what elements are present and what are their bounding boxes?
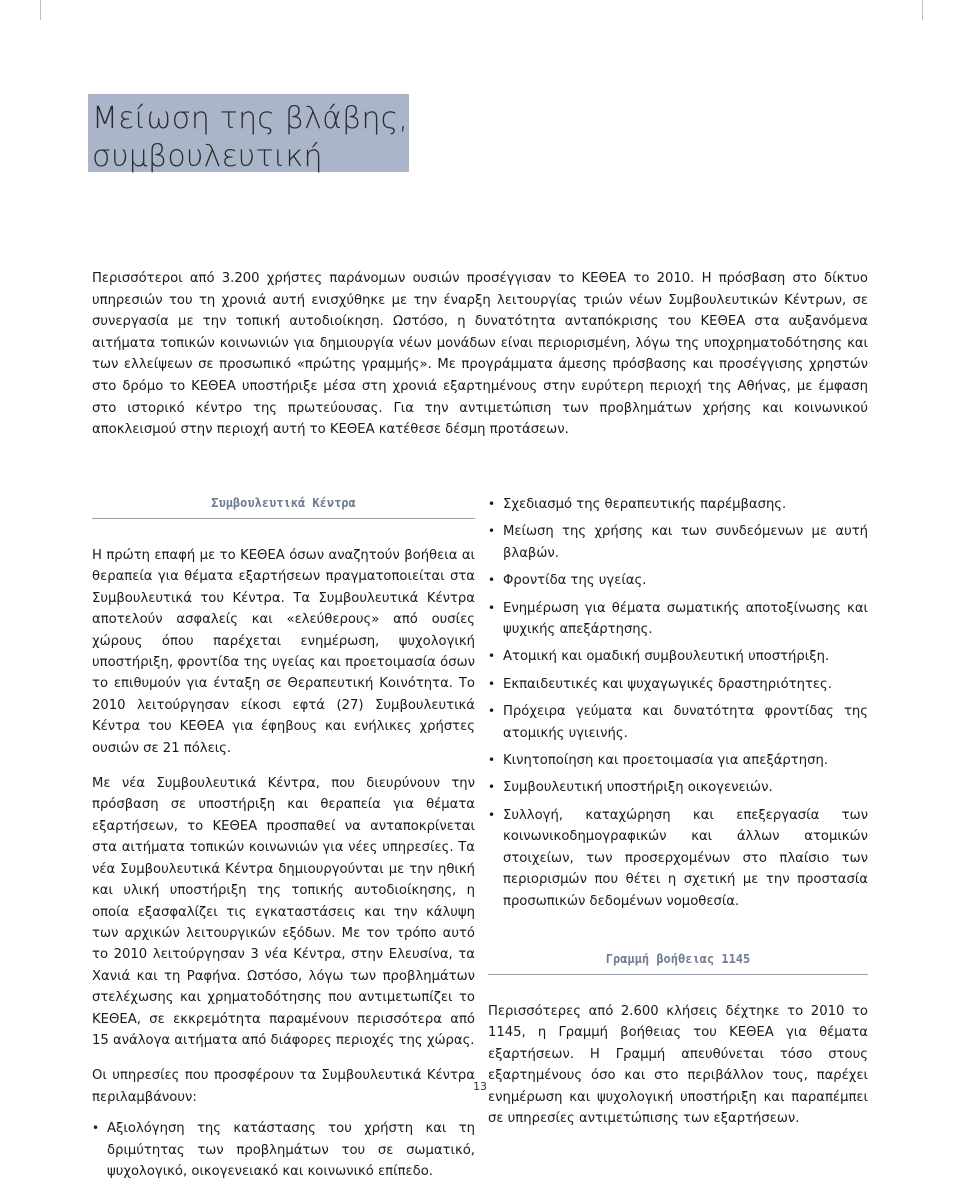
bullet-icon: • xyxy=(92,1121,100,1136)
bullet-icon: • xyxy=(488,704,496,719)
bullet-icon: • xyxy=(488,600,496,615)
list-item: • Συμβουλευτική υποστήριξη οικογενειών. xyxy=(488,777,868,798)
intro-paragraph: Περισσότεροι από 3.200 χρήστες παράνομων ουσιών προσέγγισαν το ΚΕΘΕΑ το 2010. Η πρόσβαση στο δίκτυο υπηρεσιών του τη χρονιά αυτή ενισχύθηκε με την έναρξη λειτουργίας τριών νέων Συμβουλευτικών Κέντρων, σε συνεργασία με την τοπική αυτοδιοίκηση. Ωστόσο, η δυνατότητα ανταπόκρισης του ΚΕΘΕΑ στα αυξανόμενα αιτήματα τοπικών κοινωνιών για δημιουργία νέων μονάδων είναι περιορισμένη, λόγω της υποχρηματοδότησης και των ελλείψεων σε προσωπικό «πρώτης γραμμής». Με προγράμματα άμεσης πρόσβασης και προσέγγισης χρηστών στο δρόμο το ΚΕΘΕΑ υποστήριξε μέσα στη χρονιά εξαρτημένους στην ευρύτερη περιοχή της Αθήνας, με έμφαση στο ιστορικό κέντρο της πρωτεύουσας. Για την αντιμετώπιση των προβλημάτων χρήσης και κοινωνικού αποκλεισμού στην περιοχή αυτή το ΚΕΘΕΑ κατέθεσε δέσμη προτάσεων. xyxy=(92,271,868,438)
crop-mark-left xyxy=(40,0,41,20)
helpline-paragraph: Περισσότερες από 2.600 κλήσεις δέχτηκε το 2010 το 1145, η Γραμμή βοήθειας του ΚΕΘΕΑ για θέματα εξαρτήσεων. Η Γραμμή απευθύνεται τόσο στους εξαρτημένους όσο και στο περιβάλλον τους, παρέχει ενημέρωση και ψυχολογική υποστήριξη και παραπέμπει σε υπηρεσίες αντιμετώπισης των εξαρτήσεων. xyxy=(488,1003,868,1126)
services-list-right xyxy=(488,494,868,912)
page-title-line-2: συμβουλευτική xyxy=(92,139,323,174)
right-column xyxy=(488,494,868,1129)
list-item: • Ατομική και ομαδική συμβουλευτική υποστήριξη. xyxy=(488,646,868,667)
bullet-icon: • xyxy=(488,780,496,795)
list-item: • Σχεδιασμό της θεραπευτικής παρέμβασης. xyxy=(488,494,868,515)
page-number: 13 xyxy=(473,1080,487,1093)
list-item: • Κινητοποίηση και προετοιμασία για απεξάρτηση. xyxy=(488,750,868,771)
page-title xyxy=(92,100,408,176)
list-item: • Συλλογή, καταχώρηση και επεξεργασία των κοινωνικοδημογραφικών και άλλων ατομικών στοιχείων, των προσερχομένων στο πλαίσιο των περιορισμών που θέτει η σχετική με την προστασία προσωπικών δεδομένων νομοθεσία. xyxy=(488,805,868,912)
counseling-paragraph-2: Με νέα Συμβουλευτικά Κέντρα, που διευρύνουν την πρόσβαση σε υποστήριξη και θεραπεία για θέματα εξαρτήσεων, το ΚΕΘΕΑ προσπαθεί να ανταποκρίνεται στα αιτήματα τοπικών κοινωνιών για νέες υπηρεσίες. Τα νέα Συμβουλευτικά Κέντρα δημιουργούνται με την ηθική και υλική υποστήριξη της τοπικής αυτοδιοίκησης, η οποία εξασφαλίζει τις εγκαταστάσεις και την κάλυψη των αρχικών λειτουργικών εξόδων. Με τον τρόπο αυτό το 2010 λειτούργησαν 3 νέα Κέντρα, στην Ελευσίνα, τα Χανιά και τη Ραφήνα. Ωστόσο, λόγω των προβλημάτων στελέχωσης και χρηματοδότησης που αντιμετωπίζει το ΚΕΘΕΑ, σε εκκρεμότητα παραμένουν περισσότερα από 15 ανάλογα αιτήματα από διάφορες περιοχές της χώρας. xyxy=(92,776,475,1048)
services-list-left xyxy=(92,1118,475,1182)
page-title-line-1: Μείωση της βλάβης, xyxy=(92,101,409,136)
list-item: • Αξιολόγηση της κατάστασης του χρήστη και τη δριμύτητας των προβλημάτων του σε σωματικό, ψυχολογικό, οικογενειακό και κοινωνικό επίπεδο. xyxy=(92,1118,475,1182)
list-item: • Πρόχειρα γεύματα και δυνατότητα φροντίδας της ατομικής υγιεινής. xyxy=(488,701,868,744)
bullet-icon: • xyxy=(488,497,496,511)
bullet-icon: • xyxy=(488,753,496,768)
counseling-paragraph-3: Οι υπηρεσίες που προσφέρουν τα Συμβουλευτικά Κέντρα περιλαμβάνουν: xyxy=(92,1068,475,1105)
bullet-icon: • xyxy=(488,573,496,588)
counseling-paragraph-1: Η πρώτη επαφή με το ΚΕΘΕΑ όσων αναζητούν βοήθεια αι θεραπεία για θέματα εξαρτήσεων πραγματοποιείται στα Συμβουλευτικά του Κέντρα. Τα Συμβουλευτικά Κέντρα αποτελούν ασφαλείς και «ελεύθερους» από ουσίες χώρους όπου παρέχεται ενημέρωση, ψυχολογική υποστήριξη, φροντίδα της υγείας και προετοιμασία όσων το επιθυμούν για ένταξη σε Θεραπευτική Κοινότητα. Το 2010 λειτούργησαν είκοσι εφτά (27) Συμβουλευτικά Κέντρα του ΚΕΘΕΑ για έφηβους και ενήλικες χρήστες ουσιών σε 21 πόλεις. xyxy=(92,548,475,756)
crop-mark-right xyxy=(922,0,923,20)
bullet-icon: • xyxy=(488,524,496,539)
list-item: • Εκπαιδευτικές και ψυχαγωγικές δραστηριότητες. xyxy=(488,674,868,695)
bullet-icon: • xyxy=(488,676,496,691)
helpline-heading: Γραμμή βοήθειας 1145 xyxy=(488,952,868,975)
list-item: • Ενημέρωση για θέματα σωματικής αποτοξίνωσης και ψυχικής απεξάρτησης. xyxy=(488,598,868,641)
list-item: • Φροντίδα της υγείας. xyxy=(488,570,868,591)
counseling-centers-heading: Συμβουλευτικά Κέντρα xyxy=(92,496,475,519)
list-item: • Μείωση της χρήσης και των συνδεόμενων με αυτή βλαβών. xyxy=(488,521,868,564)
bullet-icon: • xyxy=(488,649,496,664)
bullet-icon: • xyxy=(488,807,496,822)
